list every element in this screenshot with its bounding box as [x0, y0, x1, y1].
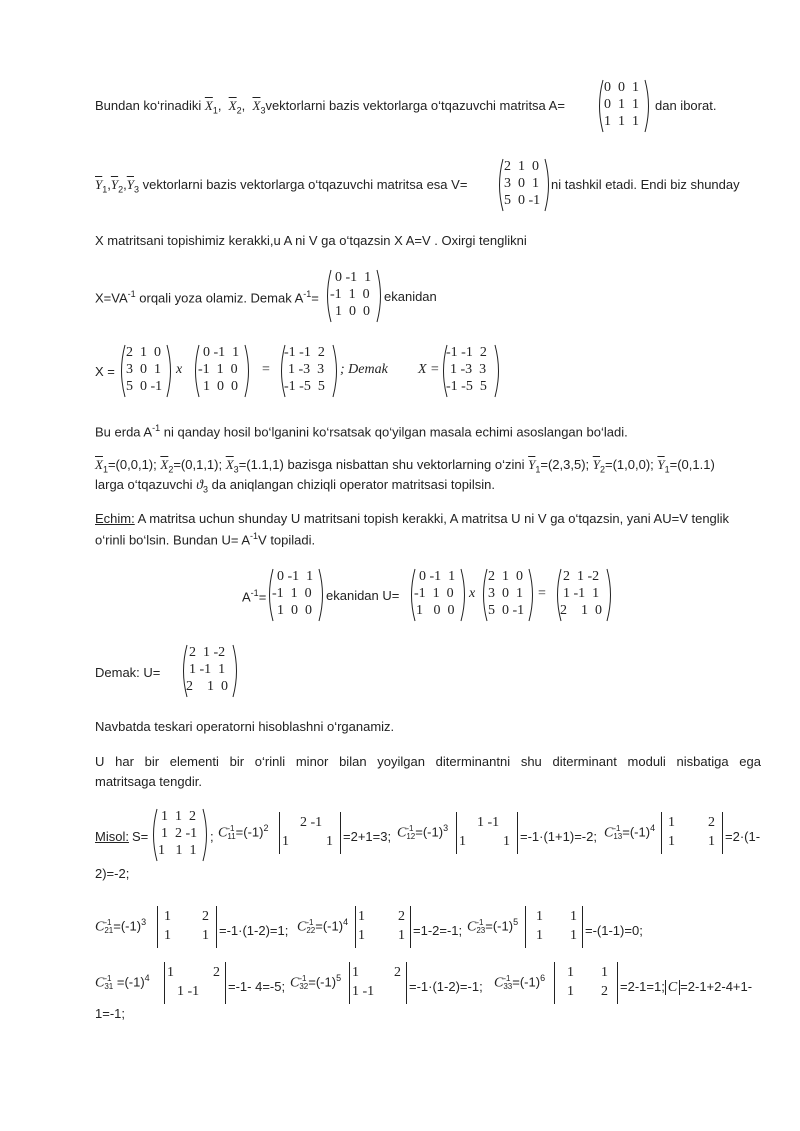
x-equals: X =: [418, 362, 440, 377]
det-23: 1 1 1 1: [525, 906, 583, 948]
matrix-result: -1 -1 2 1 -3 3 -1 -5 5: [278, 343, 340, 399]
matrix-u: 2 1 -2 1 -1 1 2 1 0: [554, 567, 614, 623]
semicolon: ;: [210, 829, 214, 844]
result-31: =-1- 4=-5;: [228, 979, 286, 994]
det-11: 2 -1 1 1: [279, 812, 341, 854]
det-22: 1 2 1 1: [355, 906, 411, 948]
matrix-a-inverse-copy: 0 -1 1 -1 1 0 1 0 0: [192, 343, 252, 399]
line-11-mid: ekanidan U=: [326, 588, 400, 603]
cofactor-21: C-1 $21=(-1)^3$: [95, 917, 147, 935]
times-sign-2: x: [469, 586, 476, 601]
matrix-result-copy: -1 -1 2 1 -3 3 -1 -5 5: [440, 343, 502, 399]
line-8: larga o‘tqazuvchi $ϑ_3$ da aniqlangan chiziqli operator matritsasi topilsin.: [95, 477, 495, 495]
line-4: $X=VA^{-1}$ orqali yoza olamiz. Demak $A^{-1}=$: [95, 289, 319, 306]
line-4-end: ekanidan: [384, 289, 437, 304]
line-13: Navbatda teskari operatorni hisoblashni o‘rganamiz.: [95, 719, 395, 734]
result-22: =1-2=-1;: [413, 923, 463, 938]
s-equals: S=: [132, 829, 149, 844]
matrix-s: 1 1 2 1 2 -1 1 1 1: [150, 807, 210, 863]
equals-sign-2: =: [538, 586, 546, 601]
result-12: =-1·(1+1)=-2;: [520, 829, 597, 844]
line-5-label: X =: [95, 364, 115, 379]
cofactor-22: C-1 $22=(-1)^4$: [297, 917, 349, 935]
cofactor-13: C-1 $13=(-1)^4$: [604, 823, 656, 841]
matrix-a-inverse-2: 0 -1 1 -1 1 0 1 0 0: [266, 567, 326, 623]
result-33: =2-1=1; C =2-1+2-4+1-: [620, 979, 753, 995]
line-2: $\overline{Y}_1,\overline{Y}_2,\overline{Y}_3$ vektorlarni bazis vektorlarga o‘tqazuvchi matritsa esa V=: [95, 177, 468, 195]
result-13-cont: 2)=-2;: [95, 866, 130, 881]
line-7: $\overline{X}_1=(0,0,1)$; $\overline{X}_2=(0,1,1)$; $\overline{X}_3=(1.1,1)$ bazisga nisbattan shu vektorlarning o‘zini $\overline{Y}_1=(2,3,5)$; $\overline{Y}_2=(1,0,0)$; $\overline{Y}_1=(0,1.1)$: [95, 457, 715, 475]
matrix-v-2: 2 1 0 3 0 1 5 0 -1: [480, 567, 536, 623]
result-11: =2+1=3;: [343, 829, 392, 844]
cofactor-11: C-1 $11=(-1)^2$: [218, 823, 269, 841]
det-12: 1 -1 1 1: [456, 812, 518, 854]
matrix-a-inverse: 0 -1 1 -1 1 0 1 0 0: [324, 268, 384, 324]
cofactor-23: C-1 $23=(-1)^5$: [467, 917, 519, 935]
demak-u-label: Demak: U=: [95, 665, 161, 680]
result-21: =-1·(1-2)=1;: [219, 923, 289, 938]
matrix-a-inverse-3: 0 -1 1 -1 1 0 1 0 0: [408, 567, 468, 623]
matrix-u-final: 2 1 -2 1 -1 1 2 1 0: [180, 643, 240, 699]
matrix-v: 2 1 0 3 0 1 5 0 -1: [496, 157, 552, 213]
result-23: =-(1-1)=0;: [585, 923, 643, 938]
det-21: 1 2 1 1: [157, 906, 217, 948]
det-31: 1 2 1 -1: [164, 962, 226, 1004]
line-15: matritsaga tengdir.: [95, 774, 202, 789]
line-6: Bu erda $A^{-1}$ ni qanday hosil bo‘lganini ko‘rsatsak qo‘yilgan masala echimi asoslangan bo‘ladi.: [95, 423, 628, 440]
line-1: Bundan ko‘rinadiki $\overline{X}_1$, $\overline{X}_2$, $\overline{X}_3vektorlarni$ bazis vektorlarga o‘tqazuvchi matritsa A=: [95, 98, 565, 116]
line-1-end: dan iborat.: [655, 98, 717, 113]
line-14: U har bir elementi bir o‘rinli minor bilan yoyilgan diterminantni shu diterminant moduli nisbatiga ega: [95, 754, 761, 769]
det-32: 1 2 1 -1: [349, 962, 407, 1004]
equals-sign: =: [262, 362, 270, 377]
cofactor-12: C-1 $12=(-1)^3$: [397, 823, 449, 841]
det-13: 1 2 1 1: [661, 812, 723, 854]
matrix-a: 0 0 1 0 1 1 1 1 1: [596, 78, 652, 134]
misol-label: Misol:: [95, 829, 129, 844]
matrix-v-copy: 2 1 0 3 0 1 5 0 -1: [118, 343, 174, 399]
cofactor-33: C-1 $33=(-1)^6$: [494, 973, 546, 991]
result-13: =2·(1-: [725, 829, 761, 844]
line-11-label: $A^{-1}=$: [242, 588, 267, 605]
demak-inline: ; Demak: [340, 362, 388, 377]
determinant-cont: 1=-1;: [95, 1006, 125, 1021]
det-33: 1 1 1 2: [554, 962, 618, 1004]
line-2-end: ni tashkil etadi. Endi biz shunday: [551, 177, 740, 192]
line-3: X matritsani topishimiz kerakki,u A ni V ga o‘tqazsin X A=V . Oxirgi tenglikni: [95, 233, 527, 248]
cofactor-31: C-1 $31 =(-1)^4$: [95, 973, 150, 991]
line-10: o‘rinli bo‘lsin. Bundan $U= A^{-1}V$ topiladi.: [95, 531, 316, 548]
line-9: Echim: A matritsa uchun shunday U matritsani topish kerakki, A matritsa U ni V ga o‘tqazsin, yani AU=V tenglik: [95, 511, 730, 526]
times-sign: x: [176, 362, 183, 377]
cofactor-32: C-1 $32=(-1)^5$: [290, 973, 342, 991]
result-32: =-1·(1-2)=-1;: [409, 979, 483, 994]
